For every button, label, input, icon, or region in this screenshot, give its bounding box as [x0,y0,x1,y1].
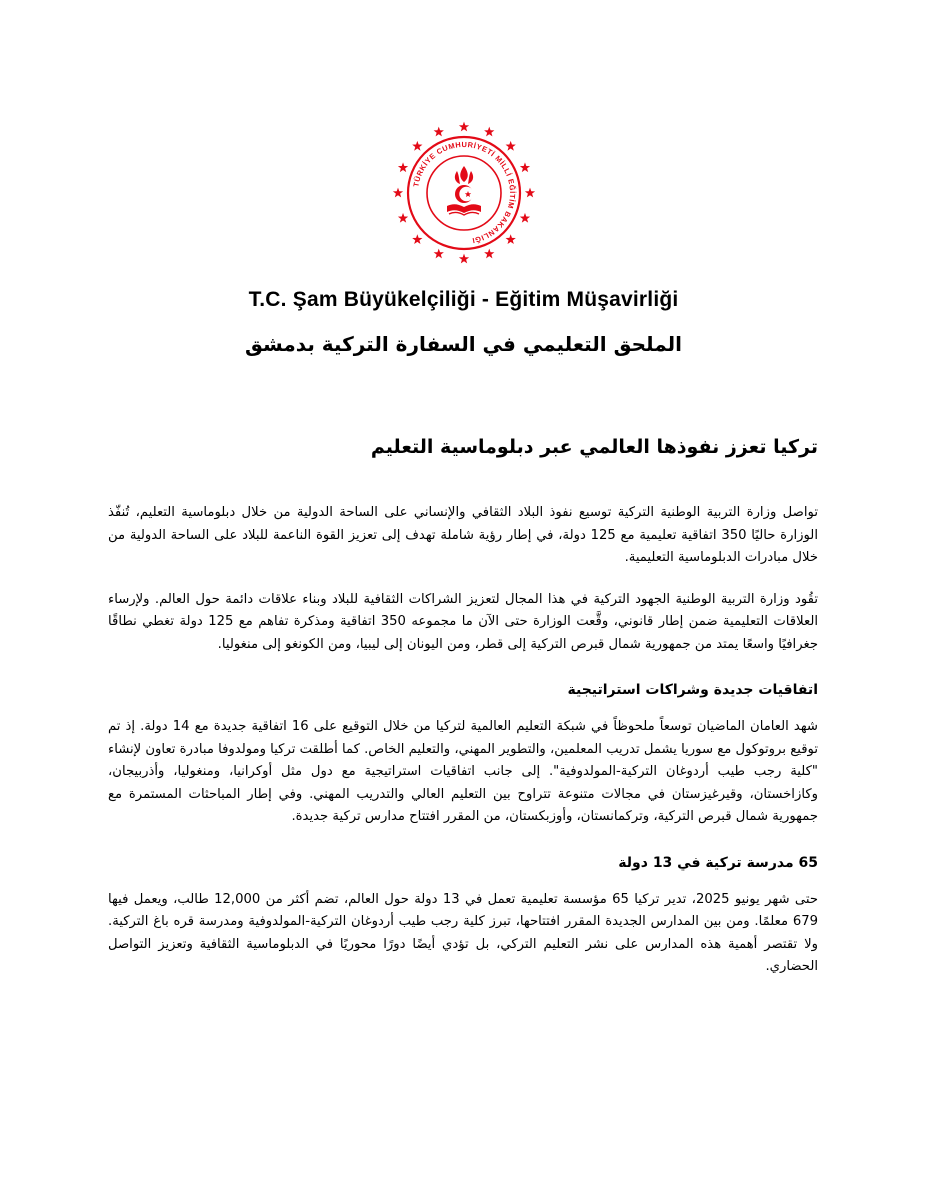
seal-star-icon [520,213,530,223]
seal-star-icon [434,127,444,137]
seal-star-icon [398,213,408,223]
intro-paragraph-2: تقُود وزارة التربية الوطنية الجهود التركية في هذا المجال لتعزيز الشراكات الثقافية للبلاد وبناء علاقات دائمة حول العالم. ولإرساء العلاقات التعليمية ضمن إطار قانوني، وقَّعت الوزارة حتى الآن ما مجموعه 350 اتفاقية ومذكرة تفاهم مع 125 دولة تغطي نطاقًا جغرافيًا واسعًا يمتد من جمهورية شمال قبرص التركية إلى قطر، ومن اليونان إلى ليبيا، ومن الكونغو إلى منغوليا. [108,591,819,652]
header-title-turkish: T.C. Şam Büyükelçiliği - Eğitim Müşavirliği [248,288,679,311]
seal-star-icon [459,122,469,132]
seal-star-icon [506,234,516,244]
seal-star-icon [398,162,408,172]
seal-star-icon [520,162,530,172]
seal-star-icon [484,127,494,137]
seal-star-icon [506,141,516,151]
document-title: تركيا تعزز نفوذها العالمي عبر دبلوماسية التعليم [370,436,818,458]
section-paragraph-schools: حتى شهر يونيو 2025، تدير تركيا 65 مؤسسة تعليمية تعمل في 13 دولة حول العالم، تضم أكثر من 12,000 طالب، ويعمل فيها 679 معلمًا. ومن بين المدارس الجديدة المقرر افتتاحها، تبرز كلية رجب طيب أردوغان التركية-المولدوفية ومدرسة قره باغ التركية. ولا تقتصر أهمية هذه المدارس على نشر التعليم التركي، بل تؤدي أيضًا دورًا محوريًا في الدبلوماسية الثقافية وتعزيز التواصل الحضاري. [108,891,818,974]
seal-star-icon [393,188,403,198]
seal-star-icon [434,249,444,259]
seal-star-icon [525,188,535,198]
seal-star-icon [412,234,422,244]
document-body [108,436,818,998]
seal-star-icon [459,254,469,264]
intro-paragraph-1: تواصل وزارة التربية الوطنية التركية توسيع نفوذ البلاد الثقافي والإنساني على الساحة الدولية من خلال دبلوماسية التعليم، تُنفّذ الوزارة حاليًا 350 اتفاقية تعليمية مع 125 دولة، في إطار رؤية شاملة تهدف إلى تعزيز القوة الناعمة للبلاد على الساحة الدولية من خلال مبادرات الدبلوماسية التعليمية. [108,505,818,565]
seal-star-icon [484,249,494,259]
seal-emblem-icon [389,118,539,268]
section-heading-schools: 65 مدرسة تركية في 13 دولة [618,854,818,871]
ministry-seal-logo [389,118,539,268]
section-paragraph-agreements: شهد العامان الماضيان توسعاً ملحوظاً في شبكة التعليم العالمية لتركيا من خلال التوقيع على 16 اتفاقية جديدة مع 14 دولة. إذ تم توقيع بروتوكول مع سوريا يشمل تدريب المعلمين، والتطوير المهني، والتعليم الخاص. كما أطلقت تركيا ومولدوفا مبادرة تعاون لإنشاء "كلية رجب طيب أردوغان التركية-المولدوفية". إلى جانب اتفاقيات استراتيجية مع دول مثل أوكرانيا، ومنغوليا، وأذربيجان، وكازاخستان، وقيرغيزستان في مجالات متنوعة تتراوح بين التعليم العالي والتدريب المهني. وفي إطار المباحثات المستمرة مع جمهورية شمال قبرص التركية، وتركمانستان، وأوزبكستان، من المقرر افتتاح مدارس تركية جديدة. [108,719,818,824]
section-heading-agreements: اتفاقيات جديدة وشراكات استراتيجية [567,682,818,698]
header-title-arabic: الملحق التعليمي في السفارة التركية بدمشق [245,332,682,356]
seal-ring-text: TÜRKİYE CUMHURİYETİ MİLLİ EĞİTİM BAKANLIĞI [411,139,518,246]
seal-star-icon [412,141,422,151]
